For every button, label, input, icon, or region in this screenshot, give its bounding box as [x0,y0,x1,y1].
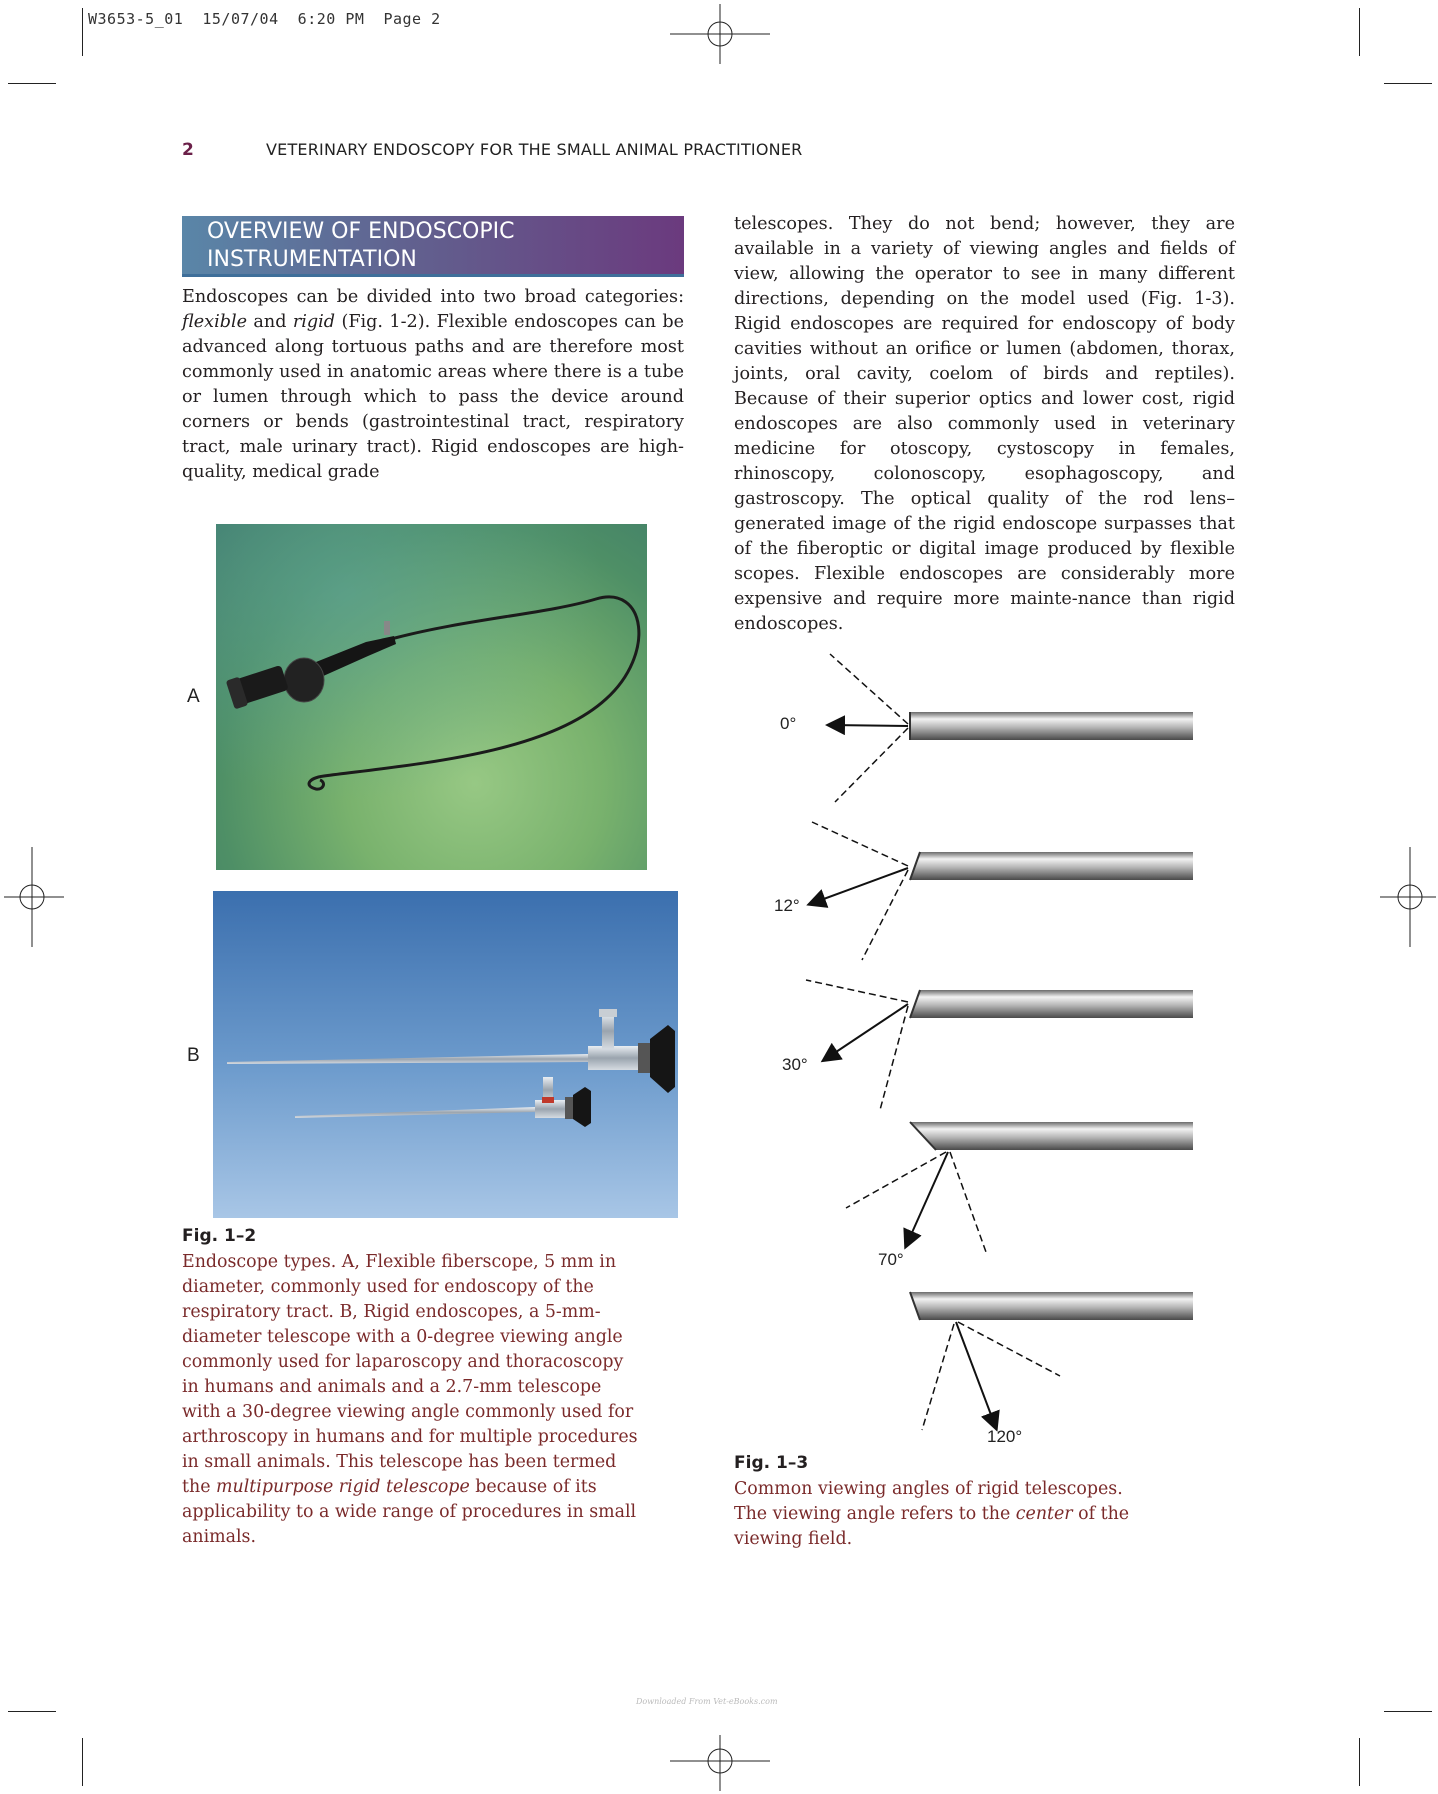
registration-mark-right [1380,847,1436,947]
crop-mark [1384,1711,1432,1712]
crop-mark [1359,1738,1360,1786]
registration-mark-bottom [670,1735,770,1791]
figure-panel-label-b: B [187,1045,200,1066]
angle-12-diagram [774,822,1193,960]
figure-1-2-caption-label: Fig. 1–2 [182,1226,257,1246]
caption-text: Endoscope types. A, Flexible fiberscope, 5 mm in diameter, commonly used for endoscopy of the respiratory tract. B, Rigid endoscopes, a 5-mm-diameter telescope with a 0-degree viewing angle commonly used for laparoscopy and thoracoscopy in humans and animals and a 2.7-mm telescope with a 30-degree viewing angle commonly used for arthroscopy in humans and for multiple procedures in small animals. This telescope has been termed the [182,1252,638,1497]
crop-mark [82,1738,83,1786]
figure-panel-label-a: A [187,686,200,707]
right-paragraph: telescopes. They do not bend; however, they are available in a variety of viewing angles and fields of view, allowing the operator to see in many different directions, depending on the model used (Fig. 1-3). Rigid endoscopes are required for endoscopy of body cavities without an orifice or lumen (abdomen, thorax, joints, oral cavity, coelom of birds and reptiles). Because of their superior optics and lower cost, rigid endoscopes are also commonly used in veterinary medicine for otoscopy, cystoscopy in females, rhinoscopy, colonoscopy, esophagoscopy, and gastroscopy. The optical quality of the rod lens–generated image of the rigid endoscope surpasses that of the fiberoptic or digital image produced by flexible scopes. Flexible endoscopes are considerably more expensive and require more mainte-nance than rigid endoscopes. [734,214,1235,634]
angle-label-0: 0° [780,714,797,733]
crop-mark [8,83,56,84]
rigid-endoscopes-illustration [213,891,678,1218]
angle-120-diagram [910,1292,1193,1446]
caption-text: Common viewing angles of rigid telescopes. The viewing angle refers to the [734,1479,1123,1524]
crop-mark [82,8,83,56]
paragraph-text: and [247,312,293,332]
registration-mark-left [4,847,64,947]
running-head-title: VETERINARY ENDOSCOPY FOR THE SMALL ANIMAL PRACTITIONER [266,140,803,159]
left-paragraph [182,285,684,485]
viewing-angles-diagram [740,640,1210,1450]
term-flexible: flexible [182,312,247,332]
crop-mark [1359,8,1360,56]
angle-label-12: 12° [774,896,800,915]
flexible-fiberscope-illustration [216,524,647,870]
figure-1-3-caption-label: Fig. 1–3 [734,1453,809,1473]
paragraph-text: (Fig. 1-2). Flexible endoscopes can be advanced along tortuous paths and are therefore most commonly used in anatomic areas where there is a tube or lumen through which to pass the device around corners or bends (gastrointestinal tract, respiratory tract, male urinary tract). Rigid endoscopes are high-quality, medical grade [182,312,684,482]
caption-italic-term: center [1015,1504,1073,1524]
section-heading-line1: OVERVIEW OF ENDOSCOPIC [207,219,515,244]
angle-70-diagram [846,1122,1193,1269]
paragraph-text: Endoscopes can be divided into two broad categories: [182,287,684,307]
printer-slug: W3653-5_01 15/07/04 6:20 PM Page 2 [88,10,441,28]
caption-text: of the viewing field. [734,1504,1130,1549]
figure-1-2-caption [182,1250,642,1550]
angle-label-70: 70° [878,1250,904,1269]
download-watermark: Downloaded From Vet-eBooks.com [636,1697,778,1706]
angle-0-diagram [780,654,1193,802]
section-heading-line2: INSTRUMENTATION [207,247,417,272]
section-heading [182,216,684,277]
crop-mark [8,1711,56,1712]
term-rigid: rigid [292,312,336,332]
angle-label-120: 120° [987,1427,1023,1446]
figure-1-3-caption [734,1477,1134,1552]
caption-italic-term: multipurpose rigid telescope [216,1477,470,1497]
rigid-endoscopes-photo [213,891,678,1218]
angle-30-diagram [782,980,1193,1110]
page-number: 2 [182,140,194,160]
registration-mark-top [670,4,770,64]
caption-text: because of its applicability to a wide range of procedures in small animals. [182,1477,637,1547]
crop-mark [1384,83,1432,84]
flexible-fiberscope-photo [216,524,647,870]
angle-label-30: 30° [782,1055,808,1074]
